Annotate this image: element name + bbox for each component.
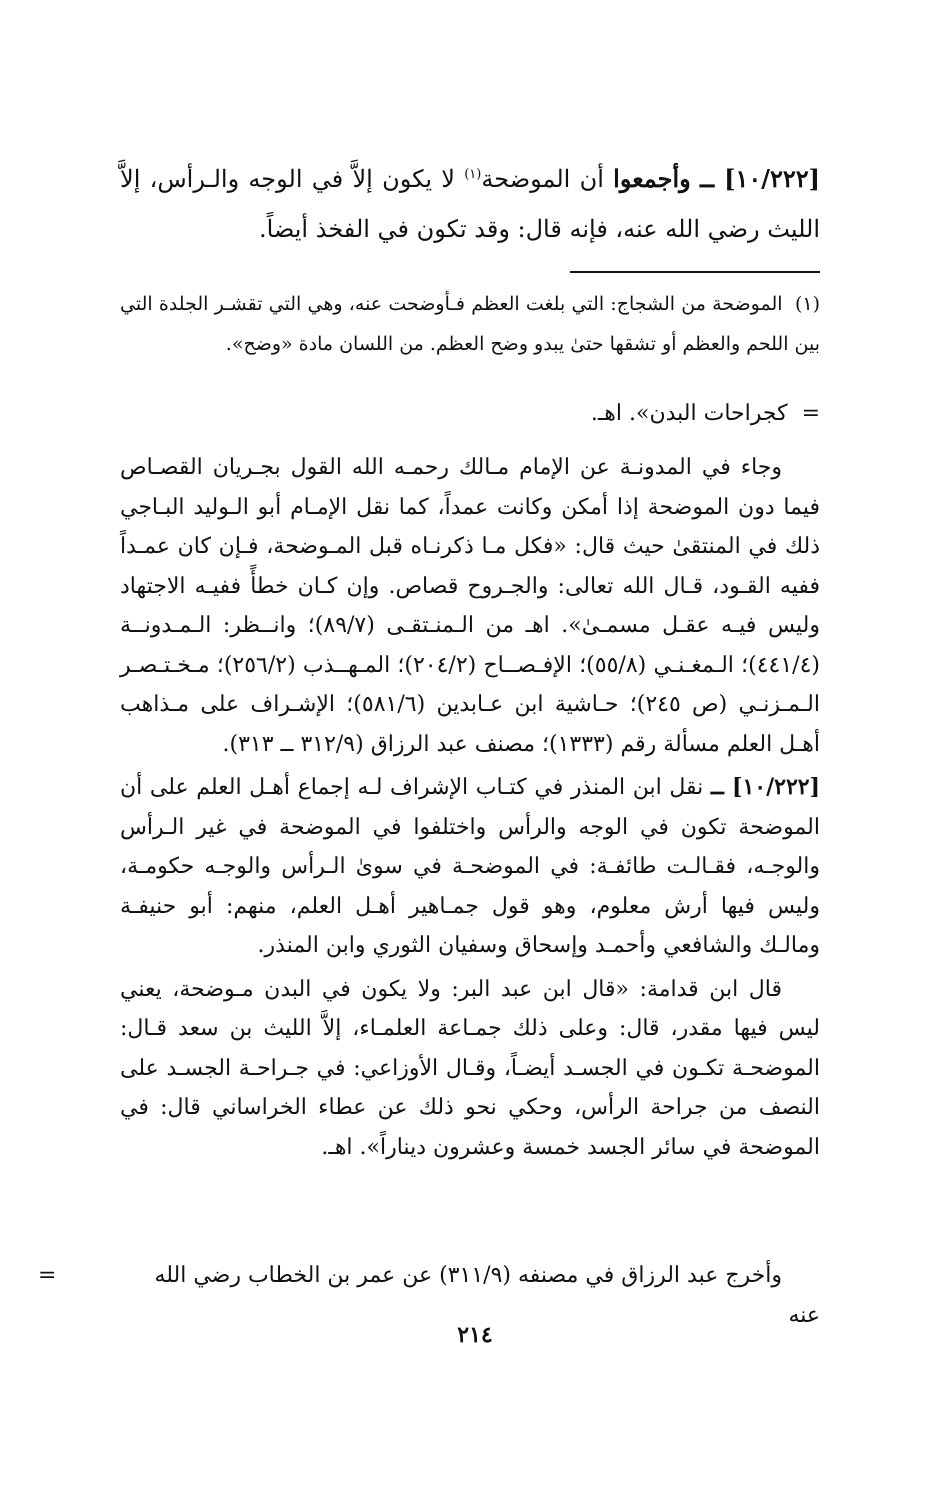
footnote-text: الموضحة من الشجاج: التي بلغت العظم فـأوضحت عنه، وهي التي تقشـر الجلدة التي بين اللحم والعظم أو تشقها حتىٰ يبدو وضح العظم. من اللسان مادة «وضح». [120, 293, 820, 355]
body-text [120, 448, 820, 1167]
footnote [120, 284, 820, 364]
entry-text-before-ref: أن الموضحة [481, 165, 614, 193]
continuation-text: كجراحات البدن». اهـ. [590, 401, 788, 426]
main-entry [120, 150, 820, 254]
entry-number: [١٠/٢٢٢] ــ [700, 164, 821, 193]
footnote-reference[interactable]: (١) [464, 167, 482, 182]
footnote-marker: (١) [794, 293, 820, 315]
paragraph-ibn-qudama: قال ابن قدامة: «قال ابن عبد البر: ولا يكون في البدن مـوضحة، يعني ليس فيها مقدر، قال: وعلى ذلك جمـاعة العلمـاء، إلاَّ الليث بن سعد قـال: الموضحـة تكـون في الجسـد أيضـاً، وقـال الأوزاعي: في جـراحـة الجسـد على النصف من جراحة الرأس، وحكي نحو ذلك عن عطاء الخراساني قال: في الموضحة في سائر الجسد خمسة وعشرون ديناراً». اهـ. [120, 976, 820, 1160]
paragraph-ibn-mundhir [120, 768, 820, 966]
entry-lead-word: وأجمعوا [613, 164, 691, 193]
entry-text-after-ref: لا يكون إلاَّ في الوجه والـرأس، إلاَّ الليث رضي الله عنه، فإنه قال: وقد تكون في الفخذ أيضاً. [120, 165, 820, 243]
continuation-mark-bottom: = [38, 1263, 57, 1288]
footnote-separator [570, 271, 820, 273]
paragraph-abd-al-razzaq: وأخرج عبد الرزاق في مصنفه (٣١١/٩) عن عمر بن الخطاب رضي الله عنه [154, 1263, 820, 1328]
continuation-line [120, 394, 820, 434]
continuation-mark: = [801, 401, 820, 426]
paragraph-ibn-mundhir-text: نقل ابن المنذر في كتـاب الإشراف لـه إجماع أهـل العلم على أن الموضحة تكون في الوجه والرأس واختلفوا في الموضحة في غير الـرأس والوجـه، فقـالـت طائفـة: في الموضحـة في سوىٰ الـرأس والوجـه حكومـة، وليس فيها أرش معلوم، وهو قول جمـاهير أهـل العلم، منهم: أبو حنيفـة ومالـك والشافعي وأحمـد وإسحاق وسفيان الثوري وابن المنذر. [120, 775, 820, 958]
paragraph-mudawwana: وجاء في المدونـة عن الإمام مـالك رحمـه الله القول بجـريان القصـاص فيما دون الموضحة إذا أمكن وكانت عمداً، كما نقل الإمـام أبو الـوليد البـاجي ذلك في المنتقىٰ حيث قال: «فكل مـا ذكرنـاه قبل المـوضحة، فـإن كان عمـداً ففيه القـود، قـال الله تعالى: والجـروح قصاص. وإن كـان خطأً ففيـه الاجتهاد وليس فيـه عقـل مسمـىٰ». اهـ من الـمنـتقـى (٨٩/٧)؛ وانــظر: الـمـدونــة (٤٤١/٤)؛ الـمغـنـي (٥٥/٨)؛ الإفـصــاح (٢٠٤/٢)؛ المـهــذب (٢٥٦/٢)؛ مـخـتـصـر الـمـزنـي (ص ٢٤٥)؛ حـاشية ابن عـابدين (٥٨١/٦)؛ الإشـراف على مـذاهب أهـل العلم مسألة رقم (١٣٣٣)؛ مصنف عبد الرزاق (٣١٢/٩ ــ ٣١٣). [120, 455, 820, 757]
paragraph-number: [١٠/٢٢٢] ــ [710, 774, 820, 800]
page-number: ٢١٤ [457, 1322, 493, 1348]
